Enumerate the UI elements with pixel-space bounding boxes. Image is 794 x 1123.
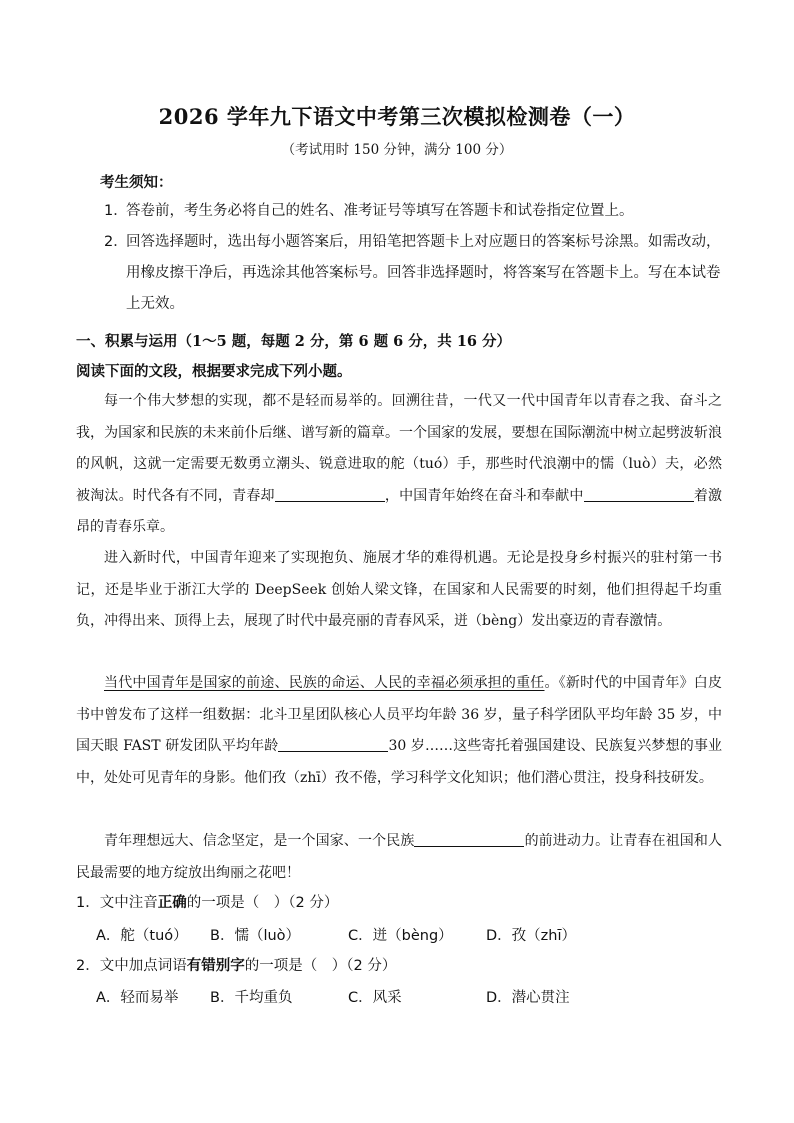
passage-text: ，中国青年始终在奋斗和奉献中 [384, 487, 584, 504]
option-b[interactable]: B．懦（luò） [210, 928, 301, 944]
notice-item-2 [104, 227, 724, 320]
fill-blank [275, 487, 385, 502]
option-a[interactable]: A．舵（tuó） [96, 928, 188, 944]
notice-item-text: 答卷前，考生务必将自己的姓名、准考证号等填写在答题卡和试卷指定位置上。 [126, 203, 634, 219]
option-d[interactable]: D．潜心贯注 [486, 990, 570, 1006]
reading-instruction: 阅读下面的文段，根据要求完成下列小题。 [76, 363, 352, 380]
question-stem: 1．文中注音 [76, 895, 158, 911]
passage-text: 进入新时代，中国青年迎来了实现抱负、施展才华的难得机遇。无论是投身乡村振兴的驻村第一书记，还是毕业于浙江大学的 DeepSeek 创始人梁文锋，在国家和人民需要的时刻，他们担得起千均重负，冲得出来、顶得上去，展现了时代中最亮丽的青春风采，迸（bèng）发出豪迈的青春激情。 [76, 550, 722, 629]
exam-time-note: （考试用时 150 分钟，满分 100 分） [281, 142, 513, 158]
passage-paragraph-4 [76, 826, 722, 889]
question-stem: 的一项是（ ）（2 分） [244, 958, 397, 974]
page-title: 2026 学年九下语文中考第三次模拟检测卷（一） [158, 104, 636, 129]
question-emphasis: 正确 [157, 895, 187, 911]
question-stem: 的一项是（ ）（2 分） [186, 895, 339, 911]
fill-blank [414, 832, 524, 847]
passage-paragraph-2 [76, 543, 722, 638]
option-b[interactable]: B．千均重负 [210, 990, 293, 1006]
section-heading: 一、积累与运用（1～5 题，每题 2 分，第 6 题 6 分，共 16 分） [76, 333, 512, 350]
notice-item-1 [104, 196, 724, 227]
option-c[interactable]: C．迸（bèng） [348, 928, 453, 944]
option-c[interactable]: C．风采 [348, 990, 402, 1006]
passage-text: 青年理想远大、信念坚定，是一个国家、一个民族 [104, 833, 415, 849]
notice-item-text: 回答选择题时，选出每小题答案后，用铅笔把答题卡上对应题日的答案标号涂黑。如需改动，用橡皮擦干净后，再选涂其他答案标号。回答非选择题时，将答案写在答题卡上。写在本试卷上无效。 [126, 234, 721, 312]
notice-item-number: 1． [104, 203, 128, 219]
passage-paragraph-3 [76, 668, 722, 794]
question-1 [76, 891, 338, 912]
notice-item-number: 2． [104, 234, 128, 250]
passage-text: 30 岁……这些寄托着强国建设、民族复兴梦想的事业中，处处可见青年的身影。他们孜（zhī）孜不倦，学习科学文化知识；他们潜心贯注，投身科技研发。 [76, 738, 723, 786]
passage-text: 的前进动力。让青春在祖国和人民最需要的地方绽放出绚丽之花吧！ [76, 833, 723, 881]
underlined-sentence: 当代中国青年是国家的前途、民族的命运、人民的幸福必须承担的重任 [104, 675, 545, 691]
passage-text: 着激昂的青春乐章。 [76, 487, 723, 535]
question-2 [76, 954, 396, 975]
fill-blank [584, 487, 694, 502]
question-stem: 2．文中加点词语 [76, 958, 187, 974]
passage-text: 。《新时代的中国青年》白皮书中曾发布了这样一组数据：北斗卫星团队核心人员平均年龄 36 岁，量子科学团队平均年龄 35 岁，中国天眼 FAST 研发团队平均年龄 [76, 675, 723, 754]
notice-heading: 考生须知： [100, 175, 173, 191]
fill-blank [278, 737, 388, 752]
passage-paragraph-1 [76, 386, 722, 544]
option-d[interactable]: D．孜（zhī） [486, 928, 576, 944]
passage-text: 每一个伟大梦想的实现，都不是轻而易举的。回溯往昔，一代又一代中国青年以青春之我、奋斗之我，为国家和民族的未来前仆后继、谱写新的篇章。一个国家的发展，要想在国际潮流中树立起劈波斩浪的风帆，这就一定需要无数勇立潮头、锐意进取的舵（tuó）手，那些时代浪潮中的懦（luò）夫，必然被淘汰。时代各有不同，青春却 [76, 393, 722, 504]
question-emphasis: 有错别字 [186, 958, 245, 974]
option-a[interactable]: A．轻而易举 [96, 990, 179, 1006]
